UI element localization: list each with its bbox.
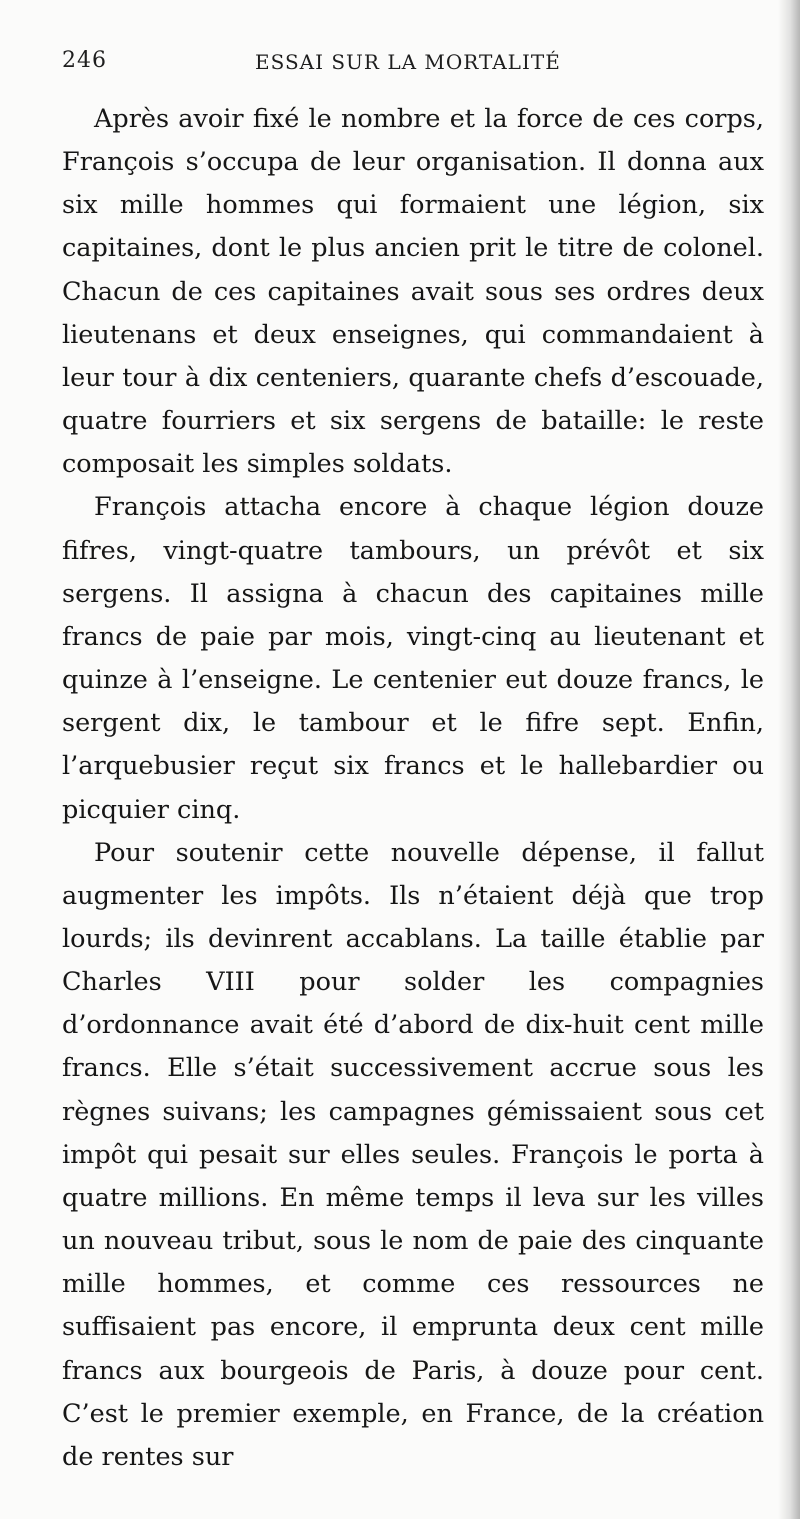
body-text: [62, 98, 764, 1479]
running-title: ESSAI SUR LA MORTALITÉ: [255, 50, 561, 74]
paragraph-organisation: Après avoir fixé le nombre et la force de ces corps, François s’occupa de leur organisation. Il donna aux six mille hommes qui formaient une légion, six capitaines, dont le plus ancien prit le titre de colonel. Chacun de ces capitaines avait sous ses ordres deux lieutenans et deux enseignes, qui commandaient à leur tour à dix centeniers, quarante chefs d’escouade, quatre fourriers et six sergens de bataille: le reste composait les simples soldats.: [62, 104, 764, 480]
paragraph-soldes: François attacha encore à chaque légion douze fifres, vingt-quatre tambours, un prévôt et six sergens. Il assigna à chacun des capitaines mille francs de paie par mois, vingt-cinq au lieutenant et quinze à l’enseigne. Le centenier eut douze francs, le sergent dix, le tambour et le fifre sept. Enfin, l’arquebusier reçut six francs et le hallebardier ou picquier cinq.: [62, 492, 764, 825]
page-header: [60, 48, 760, 84]
paragraph-impots: Pour soutenir cette nouvelle dépense, il fallut augmenter les impôts. Ils n’étaient déjà que trop lourds; ils devinrent accablans. La taille établie par Charles VIII pour solder les compagnies d’ordonnance avait été d’abord de dix-huit cent mille francs. Elle s’était successivement accrue sous les règnes suivans; les campagnes gémissaient sous cet impôt qui pesait sur elles seules. François le porta à quatre millions. En même temps il leva sur les villes un nouveau tribut, sous le nom de paie des cinquante mille hommes, et comme ces ressources ne suffisaient pas encore, il emprunta deux cent mille francs aux bourgeois de Paris, à douze pour cent. C’est le premier exemple, en France, de la création de rentes sur: [62, 837, 764, 1472]
page-number: 246: [62, 48, 107, 73]
page-edge-shadow: [778, 0, 800, 1519]
